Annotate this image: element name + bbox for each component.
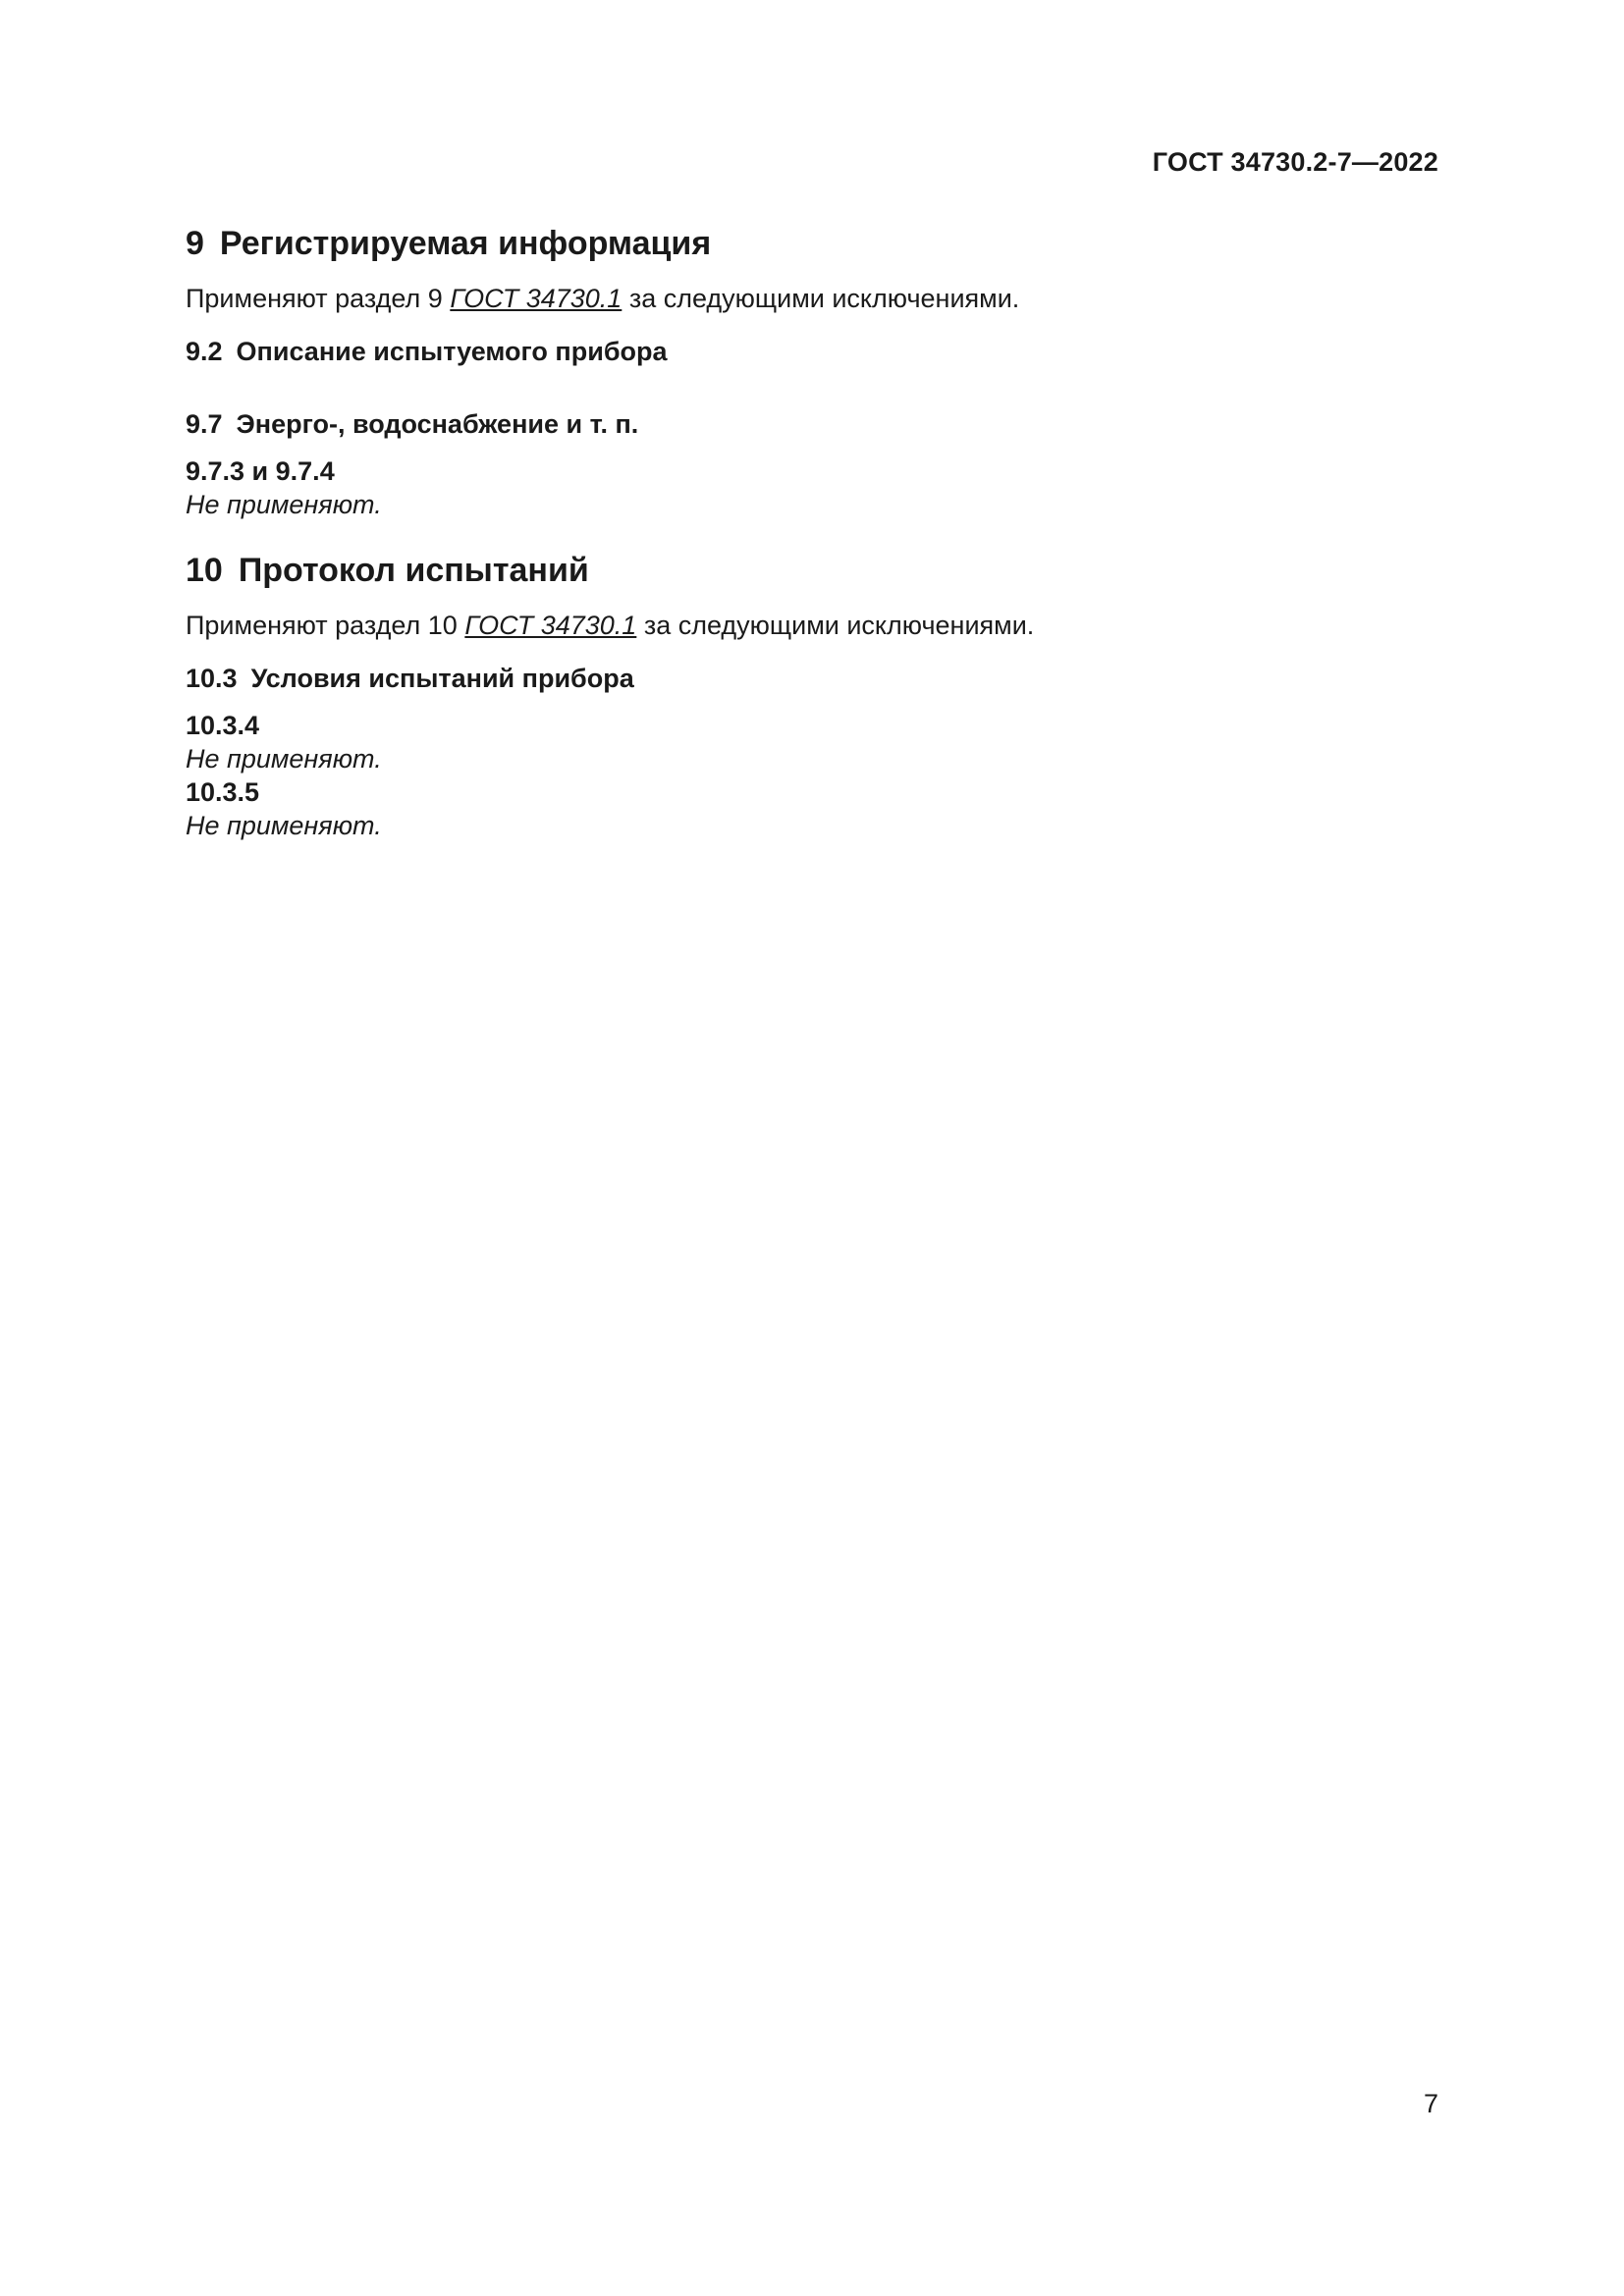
item-10-3-5-text: Не применяют.	[186, 811, 382, 840]
standard-reference-link[interactable]: ГОСТ 34730.1	[450, 284, 623, 313]
section-title: Протокол испытаний	[238, 552, 589, 589]
document-code: ГОСТ 34730.2-7—2022	[1152, 147, 1438, 177]
section-title: Регистрируемая информация	[219, 225, 712, 262]
item-9-7-3-label: 9.7.3 и 9.7.4	[186, 456, 335, 486]
subsection-10-3-heading: 10.3 Условия испытаний прибора	[186, 664, 634, 693]
item-9-7-3-text: Не применяют.	[186, 490, 382, 519]
page-number: 7	[1423, 2089, 1438, 2118]
item-10-3-5-label: 10.3.5	[186, 777, 260, 807]
section-number: 10	[186, 552, 223, 589]
subsection-9-7-heading: 9.7 Энерго-, водоснабжение и т. п.	[186, 409, 639, 439]
item-10-3-4-text: Не применяют.	[186, 744, 382, 774]
item-10-3-4-label: 10.3.4	[186, 711, 260, 740]
subsection-9-2-heading: 9.2 Описание испытуемого прибора	[186, 337, 668, 366]
standard-reference-link[interactable]: ГОСТ 34730.1	[464, 611, 637, 640]
section-9-heading	[186, 224, 1438, 263]
section-10-intro: Применяют раздел 10 ГОСТ 34730.1 за следующими исключениями.	[186, 611, 1035, 640]
page-content	[186, 224, 1438, 842]
section-number: 9	[186, 225, 204, 262]
section-9-intro: Применяют раздел 9 ГОСТ 34730.1 за следующими исключениями.	[186, 284, 1020, 313]
section-10-heading	[186, 551, 1438, 590]
